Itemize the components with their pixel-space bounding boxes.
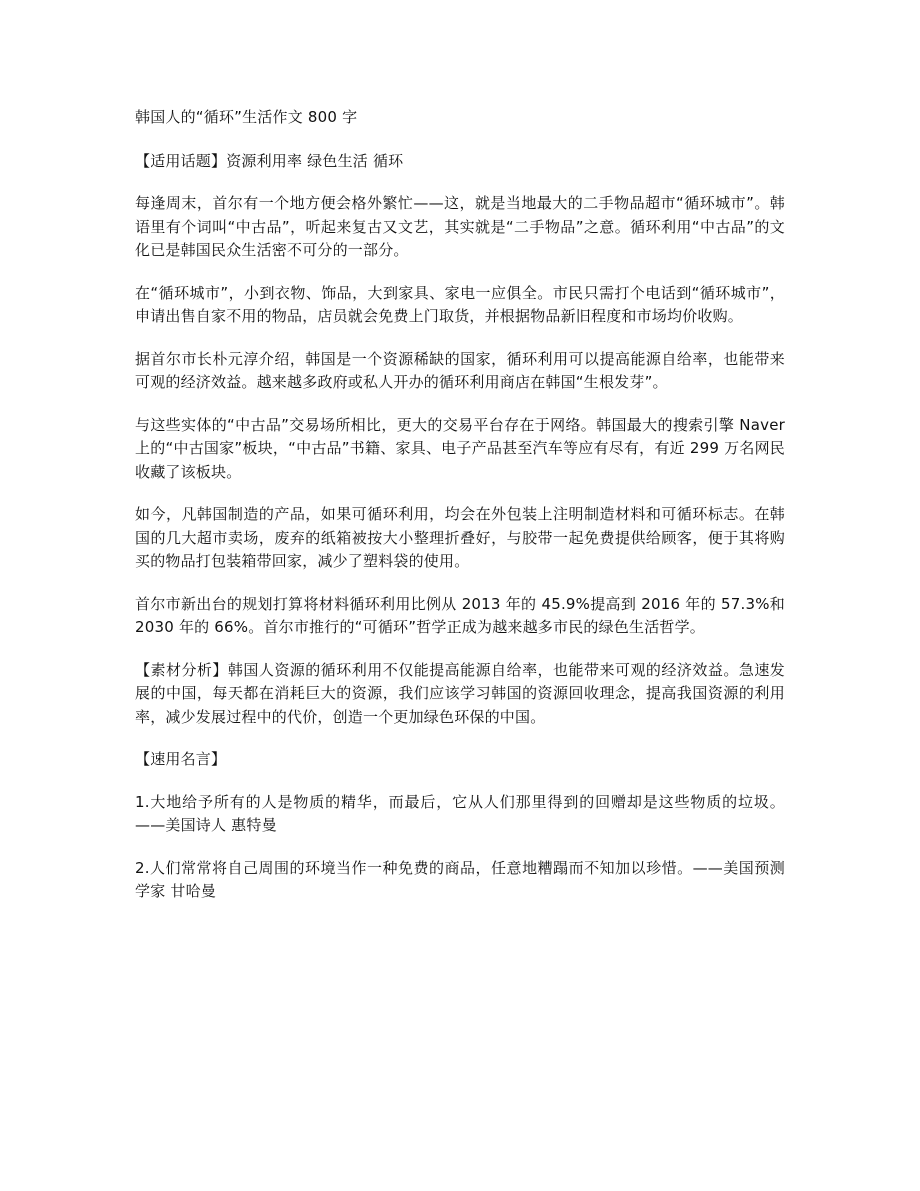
document-title: 韩国人的“循环”生活作文 800 字 xyxy=(135,108,358,126)
document-page xyxy=(135,106,785,923)
paragraph-3: 据首尔市长朴元淳介绍，韩国是一个资源稀缺的国家，循环利用可以提高能源自给率，也能带来可观的经济效益。越来越多政府或私人开办的循环利用商店在韩国“生根发芽”。 xyxy=(135,349,785,391)
paragraph-6: 首尔市新出台的规划打算将材料循环利用比例从 2013 年的 45.9%提高到 2016 年的 57.3%和 2030 年的 66%。首尔市推行的“可循环”哲学正成为越来越多市民的绿色生活哲学。 xyxy=(135,594,785,636)
quote-2: 2.人们常常将自己周围的环境当作一种免费的商品，任意地糟蹋而不知加以珍惜。——美国预测学家 甘哈曼 xyxy=(135,858,785,900)
paragraph-2: 在“循环城市”，小到衣物、饰品，大到家具、家电一应俱全。市民只需打个电话到“循环城市”，申请出售自家不用的物品，店员就会免费上门取货，并根据物品新旧程度和市场均价收购。 xyxy=(135,283,785,325)
paragraph-5: 如今，凡韩国制造的产品，如果可循环利用，均会在外包装上注明制造材料和可循环标志。在韩国的几大超市卖场，废弃的纸箱被按大小整理折叠好，与胶带一起免费提供给顾客，便于其将购买的物品打包装箱带回家，减少了塑料袋的使用。 xyxy=(135,505,785,570)
topics-line: 【适用话题】资源利用率 绿色生活 循环 xyxy=(135,151,404,170)
material-analysis: 【素材分析】韩国人资源的循环利用不仅能提高能源自给率，也能带来可观的经济效益。急速发展的中国，每天都在消耗巨大的资源，我们应该学习韩国的资源回收理念，提高我国资源的利用率，减少发展过程中的代价，创造一个更加绿色环保的中国。 xyxy=(135,660,785,726)
quotes-heading: 【速用名言】 xyxy=(135,750,227,768)
paragraph-4: 与这些实体的“中古品”交易场所相比，更大的交易平台存在于网络。韩国最大的搜索引擎 Naver 上的“中古国家”板块，“中古品”书籍、家具、电子产品甚至汽车等应有尽有，有近 299 万名网民收藏了该板块。 xyxy=(135,415,785,481)
paragraph-1: 每逢周末，首尔有一个地方便会格外繁忙——这，就是当地最大的二手物品超市“循环城市”。韩语里有个词叫“中古品”，听起来复古又文艺，其实就是“二手物品”之意。循环利用“中古品”的文化已是韩国民众生活密不可分的一部分。 xyxy=(135,194,785,259)
quote-1: 1.大地给予所有的人是物质的精华，而最后，它从人们那里得到的回赠却是这些物质的垃圾。——美国诗人 惠特曼 xyxy=(135,792,785,834)
